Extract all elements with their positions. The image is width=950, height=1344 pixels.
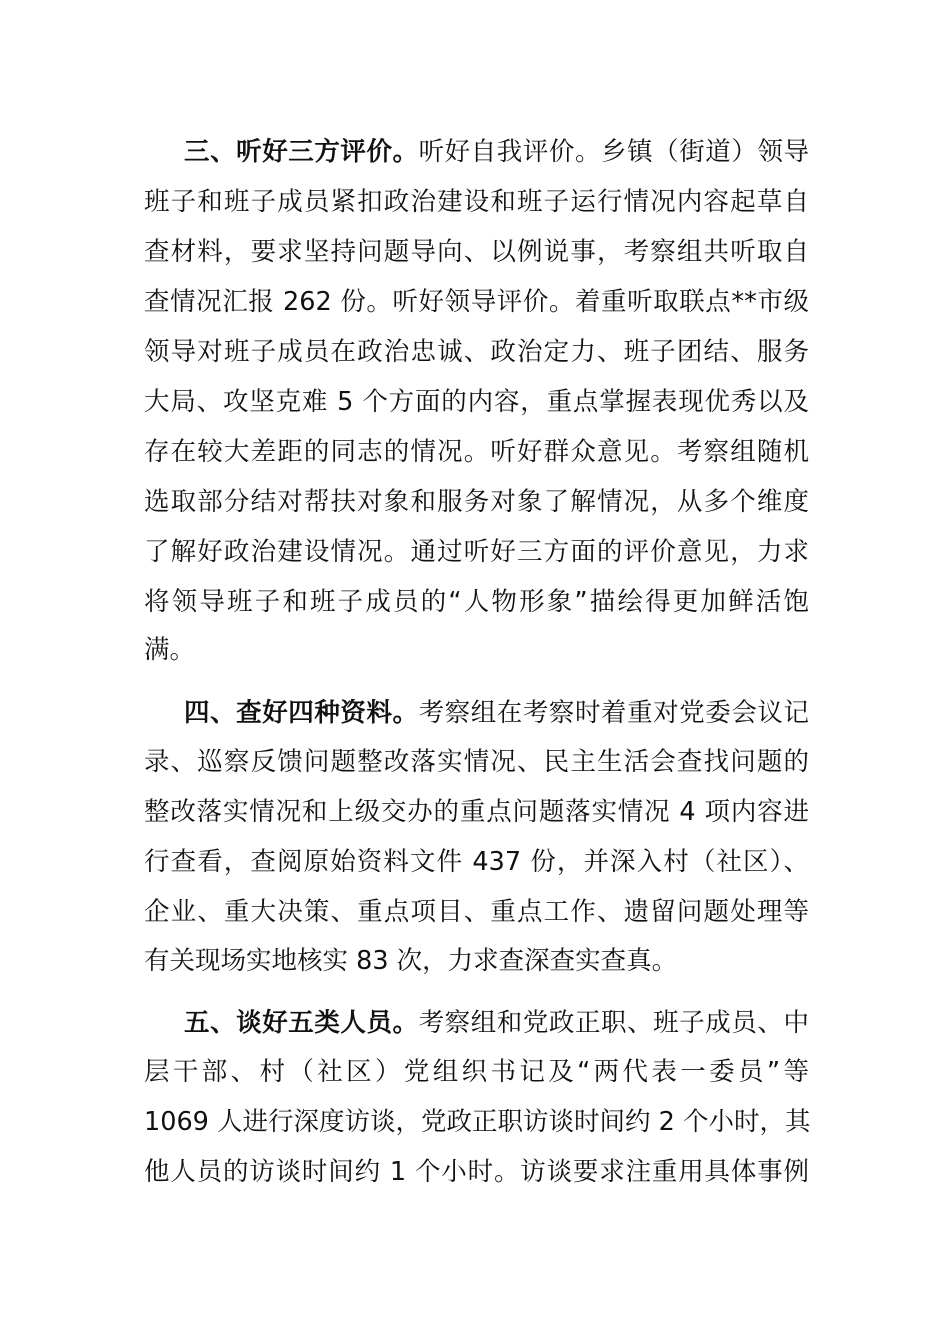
paragraph-text: 考察组和党政正职、班子成员、中 [418,1008,809,1038]
paragraph-4-line-1 [184,688,809,738]
paragraph-line: 查材料，要求坚持问题导向、以例说事，考察组共听取自 [144,237,809,267]
paragraph-line: 层干部、村（社区）党组织书记及“两代表一委员”等 [144,1057,809,1087]
paragraph-line: 行查看，查阅原始资料文件 437 份，并深入村（社区）、 [144,847,809,877]
paragraph-line: 领导对班子成员在政治忠诚、政治定力、班子团结、服务 [144,337,809,367]
paragraph-line: 了解好政治建设情况。通过听好三方面的评价意见，力求 [144,537,809,567]
paragraph-line-last: 有关现场实地核实 83 次，力求查深查实查真。 [144,946,678,976]
paragraph-3-line-1 [184,127,809,177]
section-heading-5: 五、谈好五类人员。 [184,1008,419,1038]
paragraph-line: 整改落实情况和上级交办的重点问题落实情况 4 项内容进 [144,797,809,827]
paragraph-line: 存在较大差距的同志的情况。听好群众意见。考察组随机 [144,437,809,467]
paragraph-line: 录、巡察反馈问题整改落实情况、民主生活会查找问题的 [144,747,809,777]
paragraph-text: 听好自我评价。乡镇（街道）领导 [418,137,809,167]
section-heading-3: 三、听好三方评价。 [184,137,419,167]
paragraph-line: 大局、攻坚克难 5 个方面的内容，重点掌握表现优秀以及 [144,387,809,417]
paragraph-line: 他人员的访谈时间约 1 个小时。访谈要求注重用具体事例 [144,1157,809,1187]
paragraph-line: 1069 人进行深度访谈，党政正职访谈时间约 2 个小时，其 [144,1107,811,1137]
paragraph-line-last: 满。 [144,635,196,665]
paragraph-5-line-1 [184,998,809,1048]
paragraph-line: 选取部分结对帮扶对象和服务对象了解情况，从多个维度 [144,487,809,517]
paragraph-text: 考察组在考察时着重对党委会议记 [418,698,809,728]
paragraph-line: 将领导班子和班子成员的“人物形象”描绘得更加鲜活饱 [144,587,809,617]
paragraph-line: 企业、重大决策、重点项目、重点工作、遗留问题处理等 [144,897,809,927]
paragraph-line: 查情况汇报 262 份。听好领导评价。着重听取联点**市级 [144,287,809,317]
paragraph-line: 班子和班子成员紧扣政治建设和班子运行情况内容起草自 [144,187,809,217]
section-heading-4: 四、查好四种资料。 [184,698,419,728]
